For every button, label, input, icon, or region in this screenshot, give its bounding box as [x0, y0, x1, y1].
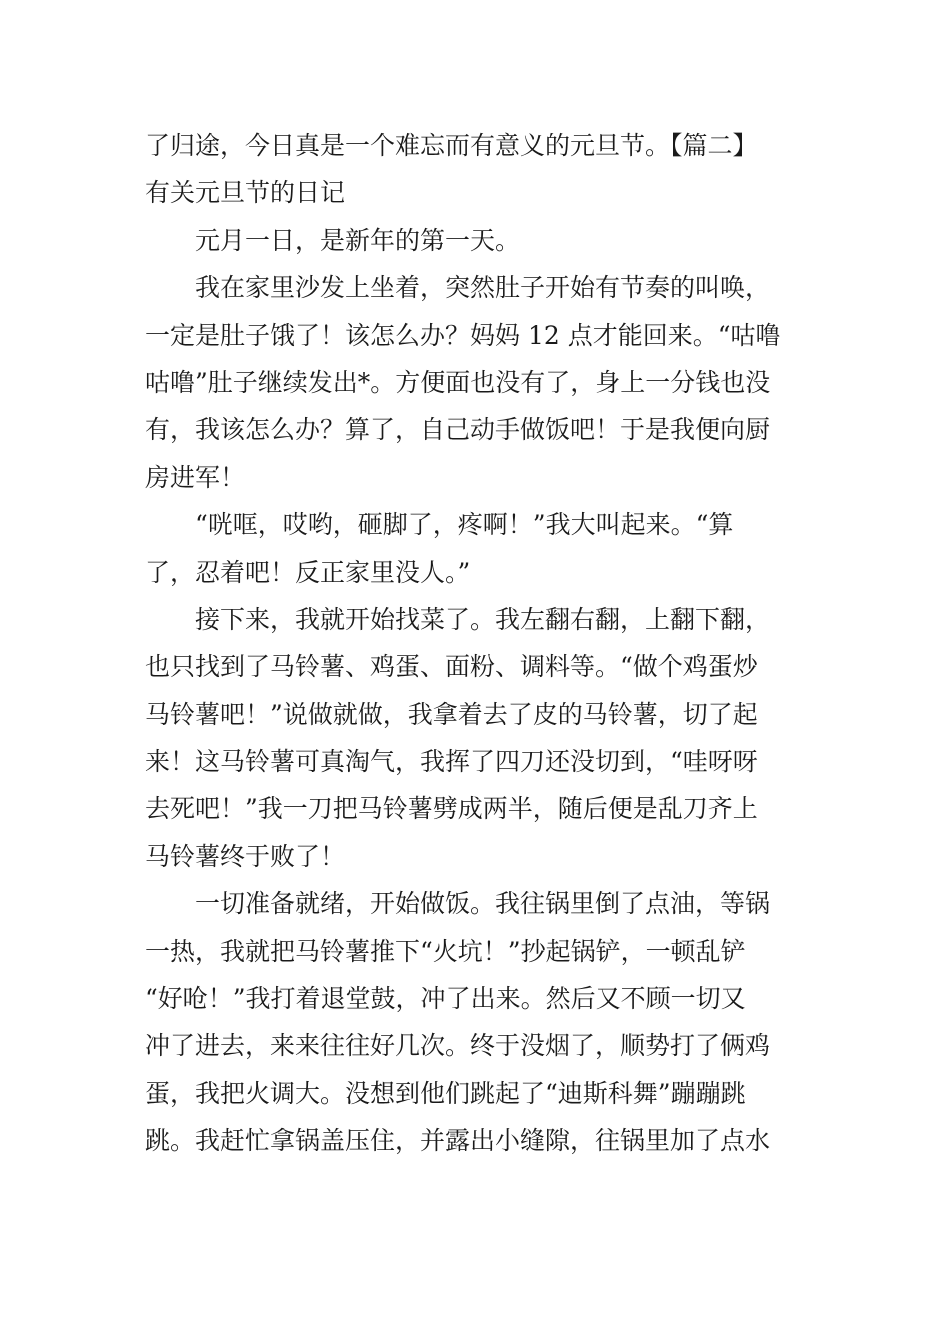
text-line: 马铃薯吧！”说做就做，我拿着去了皮的马铃薯，切了起 [145, 699, 758, 729]
paragraph-start-line: 我在家里沙发上坐着，突然肚子开始有节奏的叫唤， [195, 273, 771, 303]
text-line: 一定是肚子饿了！该怎么办？妈妈 12 点才能回来。“咕噜 [145, 320, 781, 350]
text-line: 有关元旦节的日记 [145, 178, 346, 208]
paragraph-start-line: 元月一日，是新年的第一天。 [195, 225, 521, 255]
text-line: 马铃薯终于败了！ [145, 841, 346, 871]
paragraph-start-line: 接下来，我就开始找菜了。我左翻右翻，上翻下翻， [195, 604, 771, 634]
text-line: 了，忍着吧！反正家里没人。” [145, 557, 471, 587]
text-line: “好呛！”我打着退堂鼓，冲了出来。然后又不顾一切又 [145, 984, 746, 1014]
text-line: 冲了进去，来来往往好几次。终于没烟了，顺势打了俩鸡 [145, 1031, 771, 1061]
document-page [145, 122, 807, 1165]
paragraph-start-line: “咣哐，哎哟，砸脚了，疼啊！”我大叫起来。“算 [195, 510, 734, 540]
text-line: 来！这马铃薯可真淘气，我挥了四刀还没切到，“哇呀呀 [145, 747, 758, 777]
text-line: 跳。我赶忙拿锅盖压住，并露出小缝隙，往锅里加了点水 [145, 1126, 771, 1156]
text-line: 了归途，今日真是一个难忘而有意义的元旦节。【篇二】 [145, 131, 758, 160]
text-line: 一热，我就把马铃薯推下“火坑！”抄起锅铲，一顿乱铲 [145, 936, 746, 966]
text-line: 房进军！ [145, 462, 246, 492]
text-line: 也只找到了马铃薯、鸡蛋、面粉、调料等。“做个鸡蛋炒 [145, 652, 758, 682]
text-line: 去死吧！”我一刀把马铃薯劈成两半，随后便是乱刀齐上 [145, 794, 758, 824]
paragraph-start-line: 一切准备就绪，开始做饭。我往锅里倒了点油，等锅 [195, 889, 771, 919]
text-line: 咕噜”肚子继续发出*。方便面也没有了，身上一分钱也没 [145, 367, 771, 397]
text-line: 有，我该怎么办？算了，自己动手做饭吧！于是我便向厨 [145, 415, 771, 445]
text-line: 蛋，我把火调大。没想到他们跳起了“迪斯科舞”蹦蹦跳 [145, 1078, 746, 1108]
